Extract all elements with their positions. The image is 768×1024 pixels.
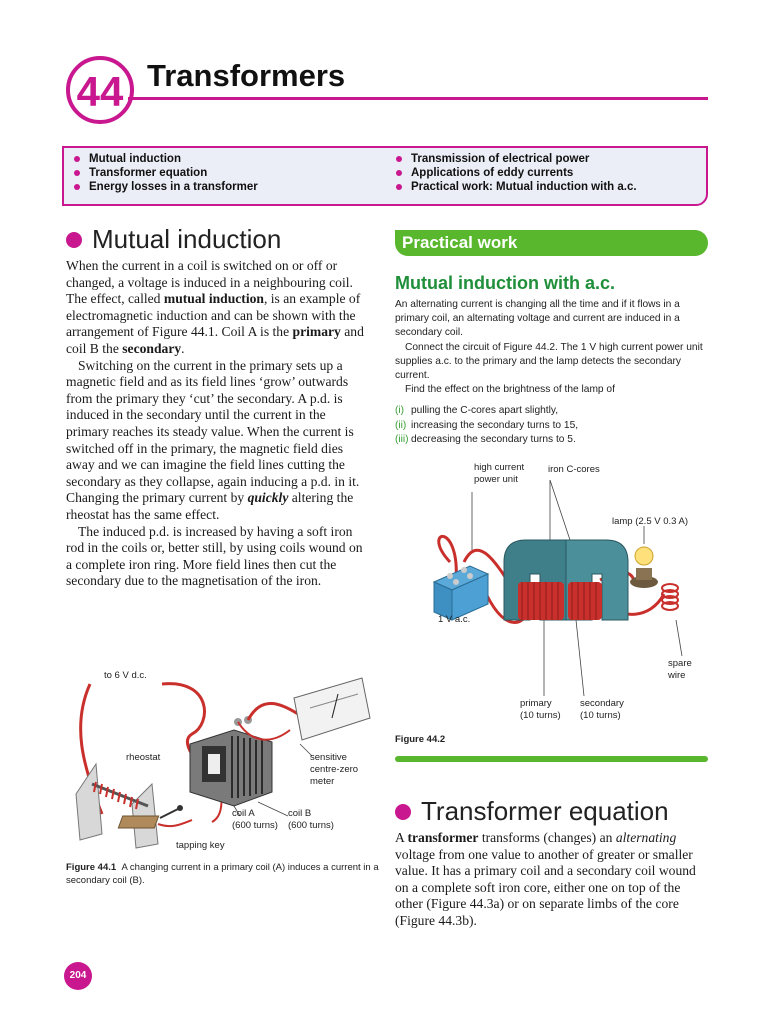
bullet-icon	[396, 156, 402, 162]
contents-item: Applications of eddy currents	[396, 166, 637, 180]
bullet-icon	[74, 156, 80, 162]
paragraph: When the current in a coil is switched on or off or changed, a voltage is induced in a neighbouring coil. The effect, called mutual induction, is an example of electromagnetic induction and can be shown with the arrangement of Figure 44.1. Coil A is the primary and coil B the secondary.	[66, 258, 364, 356]
practical-work-bar: Practical work	[395, 230, 708, 256]
contents-item: Transformer equation	[74, 166, 258, 180]
label-ac: 1 V a.c.	[438, 614, 471, 625]
secondary-coil	[568, 582, 602, 620]
contents-item: Practical work: Mutual induction with a.c.	[396, 180, 637, 194]
label-power-unit: high current power unit	[474, 462, 525, 485]
transformer-body	[395, 830, 705, 930]
figure-44-2-diagram	[420, 470, 710, 720]
lamp	[630, 547, 658, 588]
label-leader	[550, 480, 570, 540]
label-spare-wire: spare wire	[668, 658, 692, 681]
chapter-contents-box	[62, 146, 708, 206]
practical-end-rule	[395, 756, 708, 762]
list-item: (ii) increasing the secondary turns to 15,	[395, 419, 579, 431]
heading-dot-icon	[395, 804, 411, 820]
label-supply: to 6 V d.c.	[104, 670, 147, 681]
paragraph: A transformer transforms (changes) an alternating voltage from one value to another of greater or smaller value. It has a primary coil and a secondary coil wound on a complete soft iron core, either one on top of the other (Figure 44.3a) or on separate limbs of the core (Figure 44.3b).	[395, 830, 696, 928]
rheostat	[76, 764, 158, 848]
bullet-icon	[74, 184, 80, 190]
spare-wire	[662, 584, 678, 610]
label-leader	[676, 620, 682, 656]
coils	[190, 716, 272, 806]
title-rule	[128, 97, 708, 100]
list-item: (i) pulling the C-cores apart slightly,	[395, 405, 559, 416]
mutual-induction-heading: Mutual induction	[66, 224, 281, 255]
contents-item: Transmission of electrical power	[396, 152, 637, 166]
power-unit	[434, 566, 488, 620]
figure-44-1-caption: Figure 44.1 A changing current in a primary coil (A) induces a current in a secondary coil (B).	[66, 862, 379, 886]
practical-body	[395, 298, 713, 397]
galvanometer	[294, 678, 370, 740]
label-iron-cores: iron C-cores	[548, 464, 600, 475]
bullet-icon	[396, 170, 402, 176]
practical-list	[395, 404, 578, 448]
paragraph: An alternating current is changing all the time and if it flows in a primary coil, an alternating voltage and current are induced in a secondary coil.	[395, 299, 680, 339]
figure-44-2-caption: Figure 44.2	[395, 734, 446, 745]
paragraph: Switching on the current in the primary sets up a magnetic field and as its field lines ‘grow’ outwards from the primary they ‘cut’ the secondary. A p.d. is induced in the secondary until the current in the primary reaches its steady value. When the current is switched off in the primary, the magnetic field dies away and we can imagine the field lines cutting the secondary as they collapse, again inducing a p.d. in it. Changing the primary current by quickly altering the rheostat has the same effect.	[66, 357, 360, 522]
paragraph: Connect the circuit of Figure 44.2. The 1 V high current power unit supplies a.c. to the primary and the lamp detects the secondary current.	[395, 341, 703, 382]
mutual-induction-body	[66, 258, 372, 590]
transformer-equation-heading: Transformer equation	[395, 796, 669, 827]
label-meter: sensitive centre-zero meter	[310, 752, 359, 787]
label-secondary: secondary (10 turns)	[580, 698, 624, 721]
label-tapping-key: tapping key	[176, 840, 225, 851]
bullet-icon	[74, 170, 80, 176]
wire	[248, 703, 298, 720]
label-coil-b: coil B (600 turns)	[288, 808, 334, 831]
chapter-title: Transformers	[147, 58, 346, 93]
label-primary: primary (10 turns)	[520, 698, 561, 721]
contents-item: Energy losses in a transformer	[74, 180, 258, 194]
label-leader	[576, 620, 584, 696]
label-coil-a: coil A (600 turns)	[232, 808, 278, 831]
label-lamp: lamp (2.5 V 0.3 A)	[612, 516, 689, 527]
label-rheostat: rheostat	[126, 752, 161, 763]
heading-dot-icon	[66, 232, 82, 248]
wire	[158, 820, 192, 826]
contents-list-left	[74, 152, 258, 194]
paragraph: The induced p.d. is increased by having a soft iron rod in the coils or, better still, by using coils wound on a complete iron ring. More field lines then cut the secondary due to the magnetisation of the iron.	[66, 523, 363, 589]
list-item: (iii) decreasing the secondary turns to 5.	[395, 434, 576, 445]
page-number: 204	[64, 962, 92, 990]
primary-coil	[518, 582, 564, 620]
paragraph: Find the effect on the brightness of the lamp of	[405, 384, 615, 396]
chapter-number-badge	[66, 56, 134, 124]
contents-list-right	[396, 152, 637, 194]
bullet-icon	[396, 184, 402, 190]
contents-item: Mutual induction	[74, 152, 258, 166]
practical-subheading: Mutual induction with a.c.	[395, 273, 615, 293]
chapter-number: 44	[76, 68, 124, 115]
